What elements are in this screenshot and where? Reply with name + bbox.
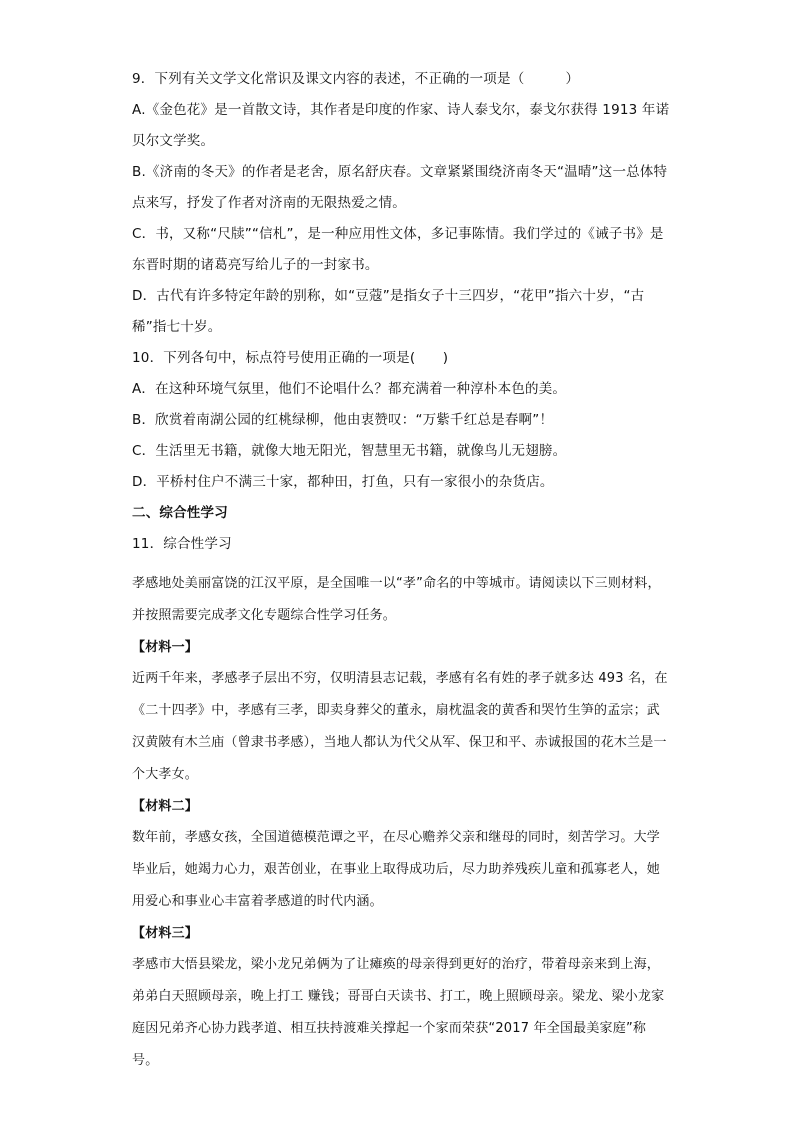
material-3-heading: 【材料三】 (132, 926, 199, 941)
question-9-option-c: C．书，又称“尺牍”“信札”，是一种应用性文体，多记事陈情。我们学过的《诫子书》是东晋时期的诸葛亮写给儿子的一封家书。 (132, 226, 664, 273)
question-10-option-d: D．平桥村住户不满三十家，都种田，打鱼，只有一家很小的杂货店。 (132, 474, 554, 490)
question-9-option-b: B.《济南的冬天》的作者是老舍，原名舒庆春。文章紧紧围绕济南冬天“温晴”这一总体特点来写，抒发了作者对济南的无限热爱之情。 (132, 164, 668, 211)
material-2-heading: 【材料二】 (132, 799, 199, 814)
question-10-option-a: A．在这种环境气氛里，他们不论唱什么？都充满着一种淳朴本色的美。 (132, 381, 567, 397)
material-1-heading: 【材料一】 (132, 640, 199, 655)
question-9-stem: 9．下列有关文学文化常识及课文内容的表述，不正确的一项是（ ） (132, 71, 580, 87)
material-2-text: 数年前，孝感女孩，全国道德模范谭之平，在尽心赡养父亲和继母的同时，刻苦学习。大学毕业后，她竭力心力，艰苦创业，在事业上取得成功后，尽力助养残疾儿童和孤寡老人，她用爱心和事业心丰富着孝感道的时代内涵。 (132, 830, 661, 909)
question-9 (132, 64, 672, 343)
question-10-option-c: C．生活里无书籍，就像大地无阳光，智慧里无书籍，就像鸟儿无翅膀。 (132, 443, 567, 459)
material-1-text: 近两千年来，孝感孝子层出不穷，仅明清县志记载，孝感有名有姓的孝子就多达 493 名，在《二十四孝》中，孝感有三孝，即卖身葬父的董永，扇枕温衾的黄香和哭竹生笋的孟宗；武汉黄陂有木兰庙（曾隶书孝感），当地人都认为代父从军、保卫和平、赤诚报国的花木兰是一个大孝女。 (132, 671, 668, 782)
question-9-option-a: A.《金色花》是一首散文诗，其作者是印度的作家、诗人泰戈尔，泰戈尔获得 1913 年诺贝尔文学奖。 (132, 102, 670, 149)
question-9-option-d: D．古代有许多特定年龄的别称，如“豆蔻”是指女子十三四岁，“花甲”指六十岁，“古稀”指七十岁。 (132, 288, 645, 335)
question-10 (132, 343, 672, 498)
question-10-option-b: B．欣赏着南湖公园的红桃绿柳，他由衷赞叹：“万紫千红总是春啊”！ (132, 412, 554, 428)
reading-materials (132, 568, 672, 1077)
page-content (132, 64, 672, 1077)
question-10-stem: 10．下列各句中，标点符号使用正确的一项是( ) (132, 350, 449, 366)
question-11-label: 11．综合性学习 (132, 536, 232, 552)
material-3-text: 孝感市大悟县梁龙，梁小龙兄弟俩为了让瘫痪的母亲得到更好的治疗，带着母亲来到上海，弟弟白天照顾母亲，晚上打工 赚钱；哥哥白天读书、打工，晚上照顾母亲。梁龙、梁小龙家庭因兄弟齐心协力践孝道、相互扶持渡难关撑起一个家而荣获“2017 年全国最美家庭”称号。 (132, 957, 665, 1068)
section-title: 二、综合性学习 (132, 505, 228, 521)
materials-intro: 孝感地处美丽富饶的江汉平原，是全国唯一以“孝”命名的中等城市。请阅读以下三则材料，并按照需要完成孝文化专题综合性学习任务。 (132, 576, 661, 623)
